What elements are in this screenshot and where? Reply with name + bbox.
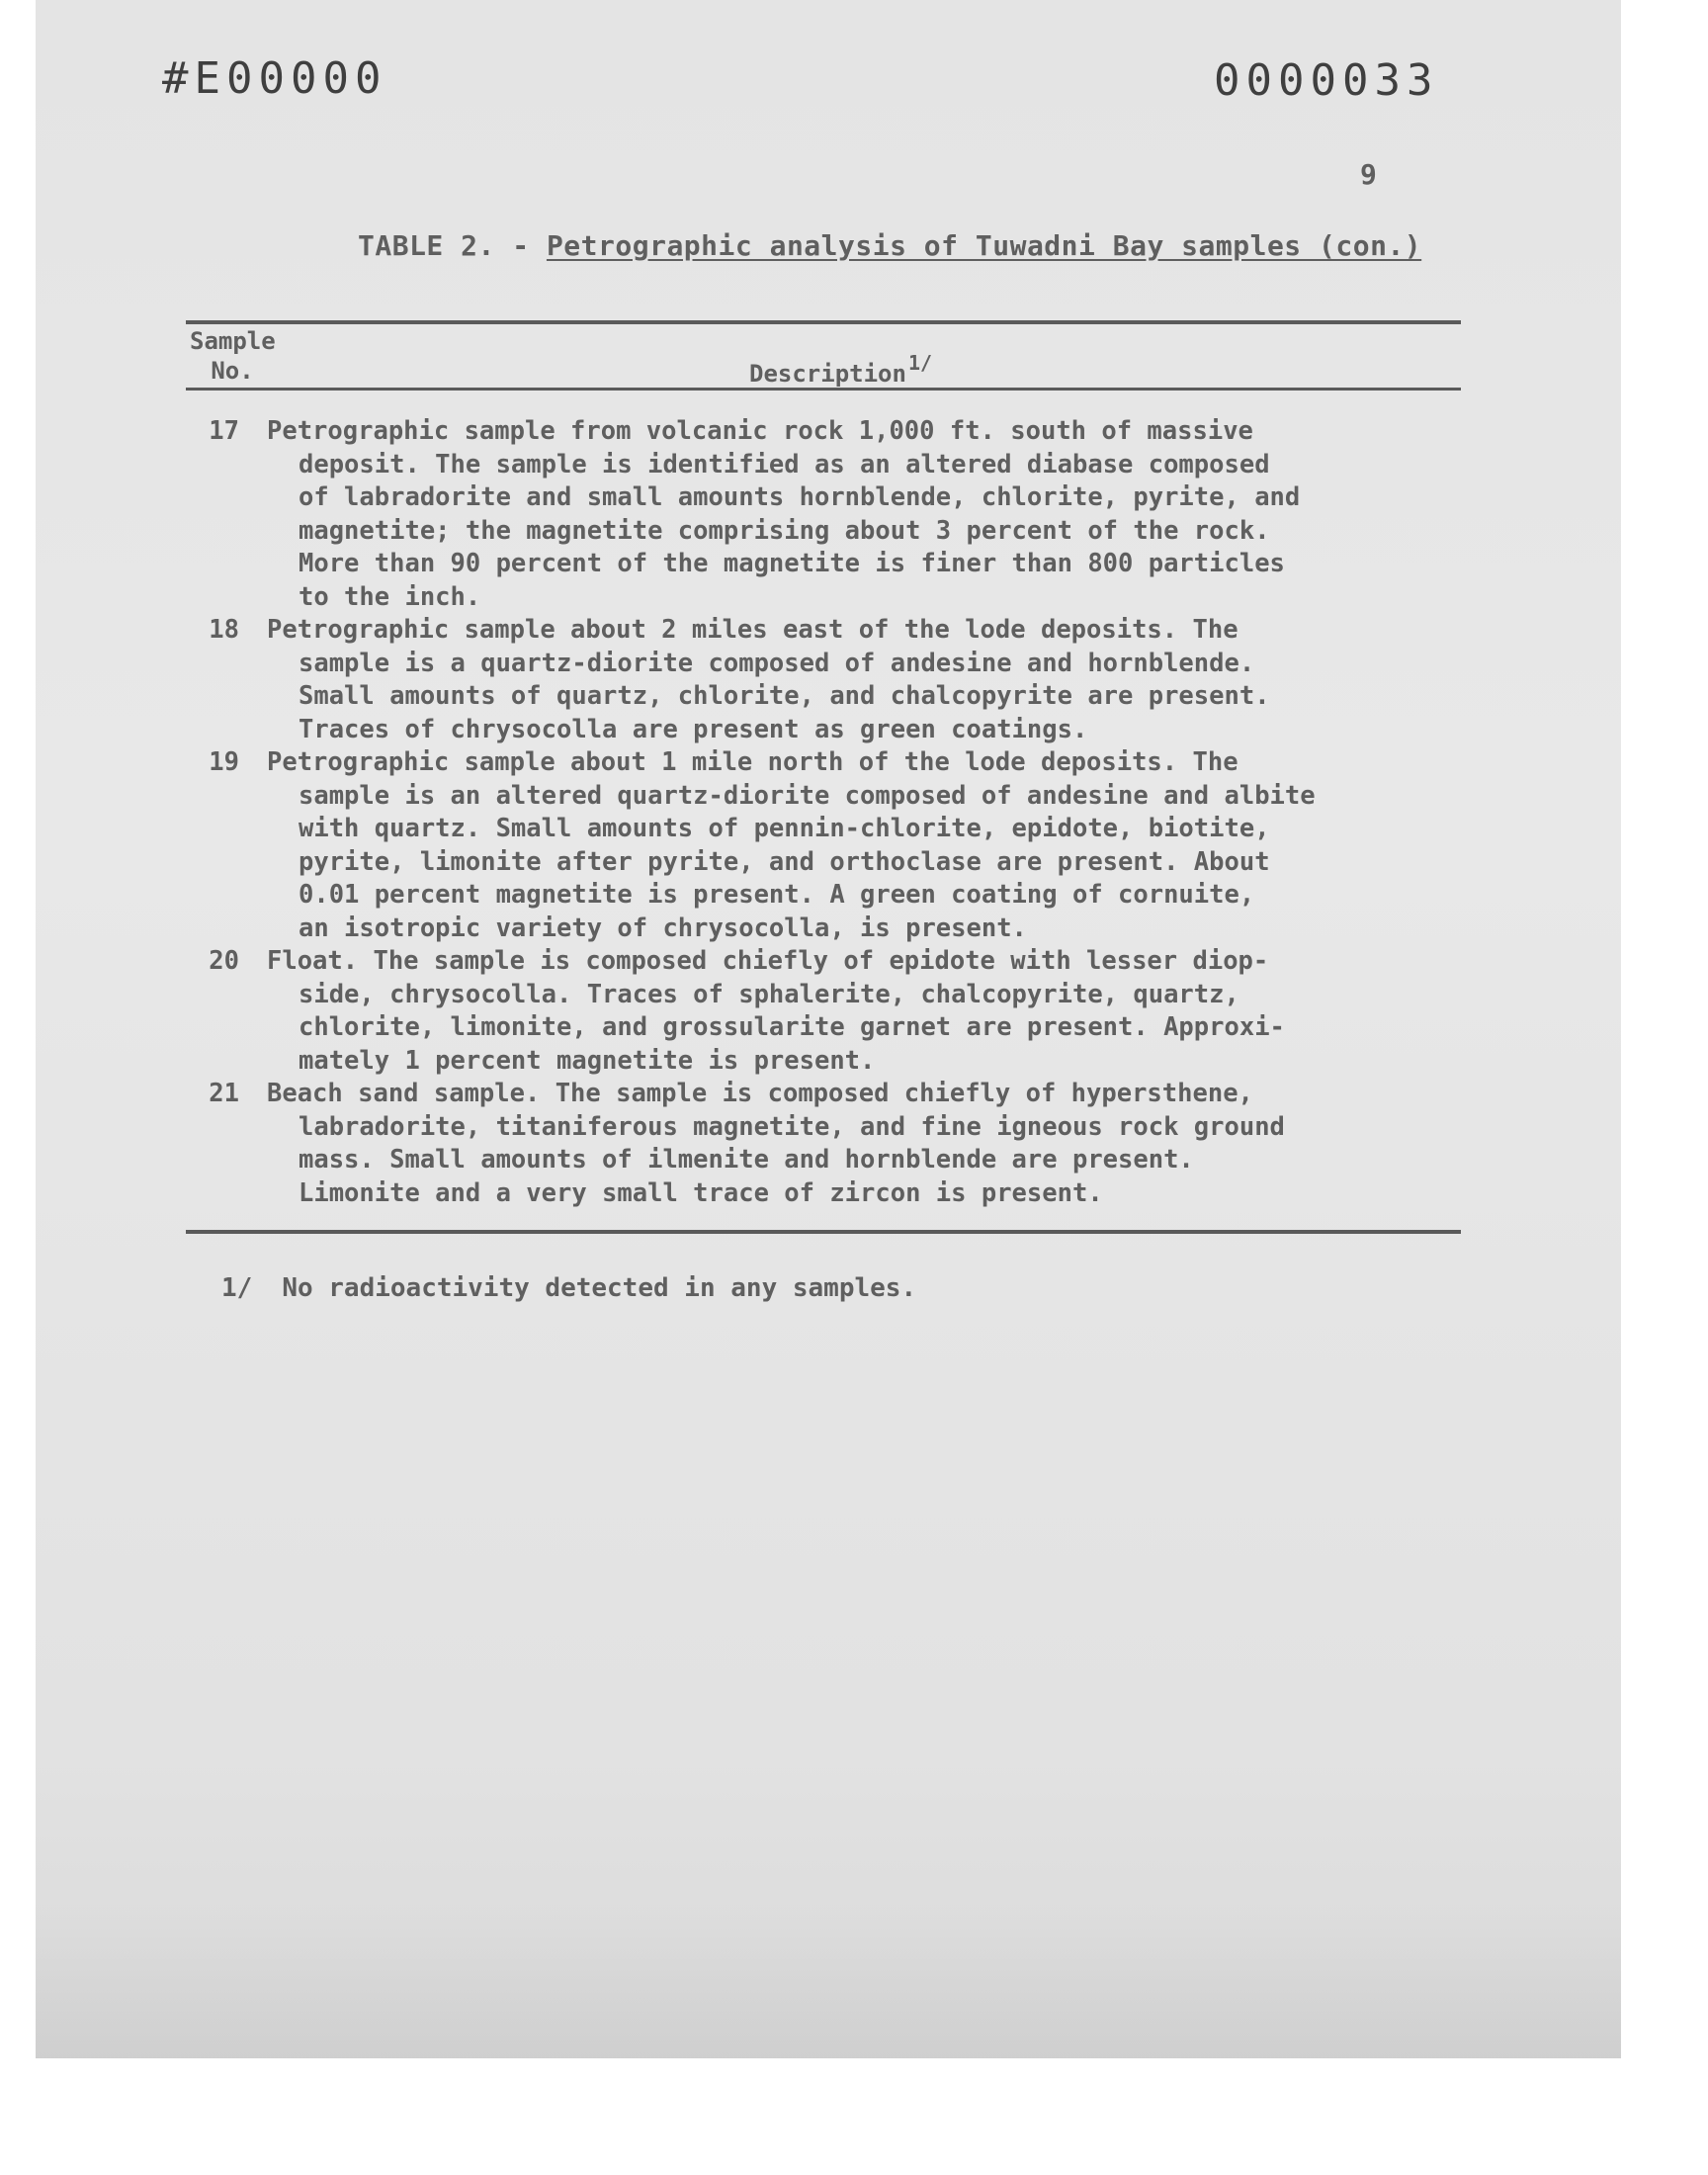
- footnote-text: No radioactivity detected in any samples.: [282, 1273, 917, 1303]
- column-header-sample-no: [190, 326, 275, 386]
- column-header-description: [749, 348, 932, 389]
- table-row: [186, 415, 1491, 614]
- footnote: [221, 1273, 916, 1303]
- table-title-prefix: TABLE 2. -: [358, 229, 547, 262]
- column-header-description-text: Description: [749, 360, 906, 388]
- table-header-rule: [186, 388, 1461, 391]
- table-row: [186, 614, 1491, 746]
- table-title-main: Petrographic analysis of Tuwadni Bay samples (con.): [546, 229, 1422, 262]
- table-row: [186, 1078, 1491, 1210]
- sample-number: 20: [209, 946, 239, 976]
- footnote-mark: 1/: [221, 1273, 253, 1303]
- sample-number: 18: [209, 615, 239, 645]
- sample-description: Petrographic sample about 1 mile north of the lode deposits. The sample is an altered quartz-diorite composed of andesine and albite with quartz. Small amounts of pennin-chlorite, epidote, biotite, pyrite, limonite after pyrite, and orthoclase are present. About 0.01 percent magnetite is present. A green coating of cornuite, an isotropic variety of chrysocolla, is present.: [267, 747, 1316, 943]
- sample-description: Beach sand sample. The sample is composed chiefly of hypersthene, labradorite, titaniferous magnetite, and fine igneous rock ground mass. Small amounts of ilmenite and hornblende are present. Limonite and a very small trace of zircon is present.: [267, 1079, 1285, 1208]
- table-bottom-rule: [186, 1230, 1461, 1234]
- table-top-rule: [186, 320, 1461, 324]
- document-stamp-right: 0000033: [1214, 55, 1439, 106]
- page-number: 9: [1360, 158, 1377, 191]
- table-row: [186, 746, 1491, 945]
- table-title: [358, 229, 1421, 262]
- column-header-sample-no-text: Sample No.: [190, 327, 276, 385]
- sample-number: 17: [209, 416, 239, 446]
- sample-number: 21: [209, 1079, 239, 1108]
- sample-description: Float. The sample is composed chiefly of epidote with lesser diop- side, chrysocolla. Traces of sphalerite, chalcopyrite, quartz, chlorite, limonite, and grossularite garnet are present. Approxi- mately 1 percent magnetite is present.: [267, 946, 1285, 1076]
- sample-number: 19: [209, 747, 239, 777]
- sample-description: Petrographic sample from volcanic rock 1,000 ft. south of massive deposit. The sample is identified as an altered diabase composed of labradorite and small amounts hornblende, chlorite, pyrite, and magnetite; the magnetite comprising about 3 percent of the rock. More than 90 percent of the magnetite is finer than 800 particles to the inch.: [267, 416, 1301, 612]
- footnote-reference: 1/: [907, 351, 933, 375]
- table-body: [186, 415, 1491, 1210]
- table-row: [186, 945, 1491, 1078]
- document-stamp-left: #E00000: [162, 53, 387, 104]
- scan-shadow: [36, 1910, 1621, 2058]
- sample-description: Petrographic sample about 2 miles east of the lode deposits. The sample is a quartz-diorite composed of andesine and hornblende. Small amounts of quartz, chlorite, and chalcopyrite are present. Traces of chrysocolla are present as green coatings.: [267, 615, 1270, 744]
